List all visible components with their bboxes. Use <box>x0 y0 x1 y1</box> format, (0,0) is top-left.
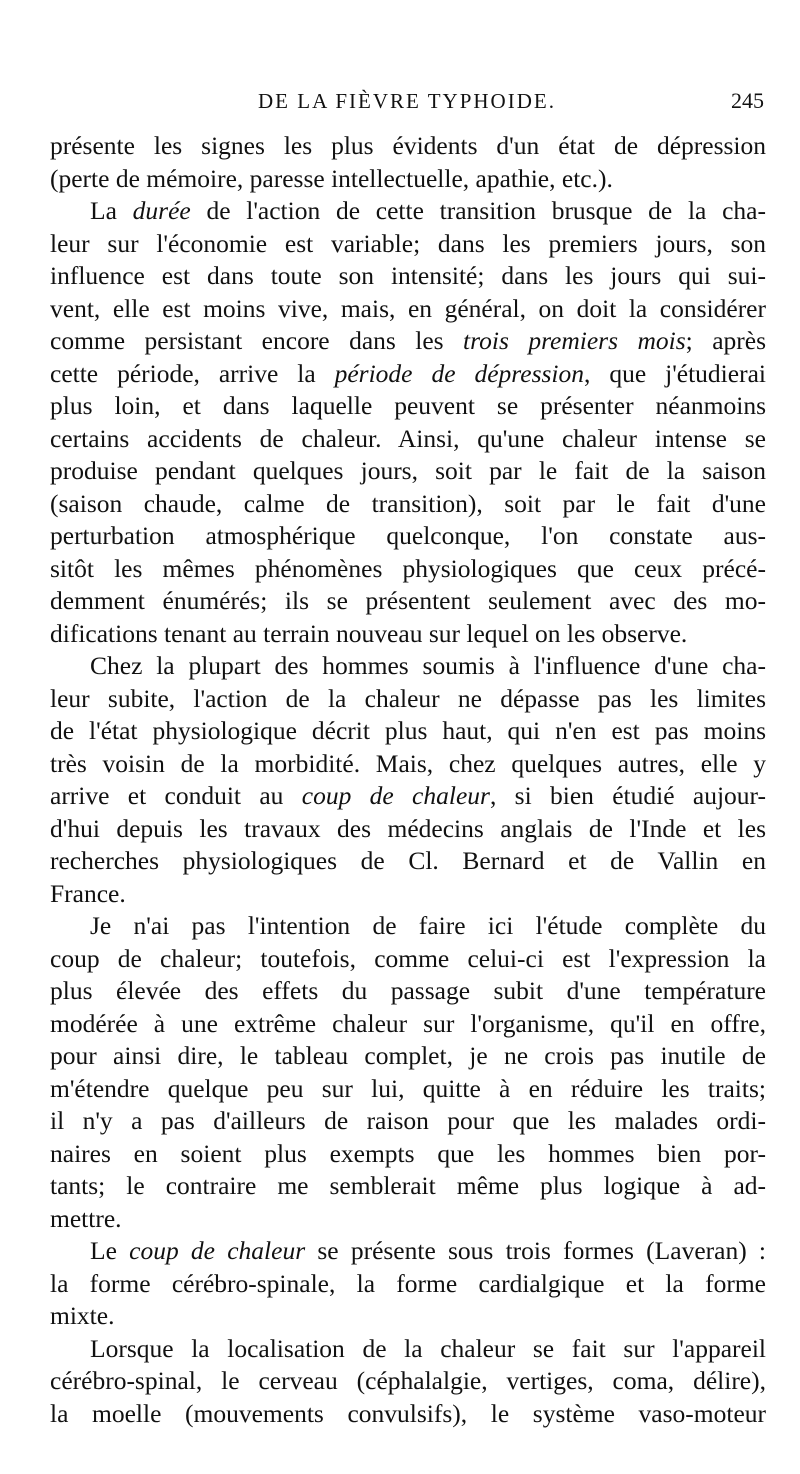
text-line: mixte. <box>50 1301 115 1330</box>
running-title: DE LA FIÈVRE TYPHOIDE. <box>258 89 556 113</box>
text-line: la forme cérébro-spinale, la forme cardialgique et la forme <box>50 1268 766 1298</box>
text-line: demment énumérés; ils se présentent seulement avec des mo- <box>50 586 766 615</box>
text-line: Chez la plupart des hommes soumis à l'influence d'une cha- <box>90 651 766 680</box>
text-line: La durée de l'action de cette transition brusque de la cha- <box>90 196 766 225</box>
text-line: (perte de mémoire, paresse intellectuelle, apathie, etc.). <box>50 163 613 193</box>
text-line: mettre. <box>50 1203 122 1233</box>
text-line: plus loin, et dans laquelle peuvent se présenter néanmoins <box>50 391 766 420</box>
text-line: produise pendant quelques jours, soit par le fait de la saison <box>50 456 766 485</box>
text-line: tants; le contraire me semblerait même plus logique à ad- <box>50 1171 766 1200</box>
running-head <box>50 86 764 116</box>
text-line: arrive et conduit au coup de chaleur, si bien étudié aujour- <box>50 781 767 810</box>
text-line: présente les signes les plus évidents d'un état de dépression <box>50 131 766 160</box>
text-line: cette période, arrive la période de dépression, que j'étudierai <box>50 358 766 388</box>
text-line: très voisin de la morbidité. Mais, chez quelques autres, elle y <box>50 748 766 778</box>
text-line: difications tenant au terrain nouveau sur lequel on les observe. <box>50 618 688 648</box>
page-number: 245 <box>731 88 764 113</box>
text-line: m'étendre quelque peu sur lui, quitte à en réduire les traits; <box>50 1073 766 1103</box>
text-line: (saison chaude, calme de transition), soit par le fait d'une <box>50 488 766 518</box>
text-line: il n'y a pas d'ailleurs de raison pour que les malades ordi- <box>50 1106 766 1135</box>
text-line: perturbation atmosphérique quelconque, l'on constate aus- <box>50 521 766 550</box>
body-text <box>50 130 766 1430</box>
text-line: de l'état physiologique décrit plus haut, qui n'en est pas moins <box>50 716 766 745</box>
text-line: coup de chaleur; toutefois, comme celui-ci est l'expression la <box>50 943 766 973</box>
text-line: Lorsque la localisation de la chaleur se fait sur l'appareil <box>90 1333 766 1363</box>
text-line: vent, elle est moins vive, mais, en général, on doit la considérer <box>50 293 766 323</box>
text-line: comme persistant encore dans les trois premiers mois; après <box>50 326 766 355</box>
text-line: leur subite, l'action de la chaleur ne dépasse pas les limites <box>50 683 766 713</box>
text-line: leur sur l'économie est variable; dans les premiers jours, son <box>50 228 766 258</box>
text-line: d'hui depuis les travaux des médecins anglais de l'Inde et les <box>50 813 766 843</box>
text-line: naires en soient plus exempts que les hommes bien por- <box>50 1138 766 1168</box>
text-line: certains accidents de chaleur. Ainsi, qu'une chaleur intense se <box>50 423 766 453</box>
text-line: plus élevée des effets du passage subit d'une température <box>50 976 766 1005</box>
text-line: pour ainsi dire, le tableau complet, je ne crois pas inutile de <box>50 1041 766 1070</box>
text-line: cérébro-spinal, le cerveau (céphalalgie, vertiges, coma, délire), <box>50 1366 766 1395</box>
text-line: la moelle (mouvements convulsifs), le système vaso-moteur <box>50 1398 766 1428</box>
text-line: Le coup de chaleur se présente sous trois formes (Laveran) : <box>90 1236 767 1265</box>
text-line: Je n'ai pas l'intention de faire ici l'étude complète du <box>90 911 766 940</box>
text-line: influence est dans toute son intensité; dans les jours qui sui- <box>50 261 766 290</box>
text-line: sitôt les mêmes phénomènes physiologiques que ceux précé- <box>50 553 766 583</box>
text-line: recherches physiologiques de Cl. Bernard et de Vallin en <box>50 846 766 875</box>
text-line: France. <box>50 878 126 908</box>
text-line: modérée à une extrême chaleur sur l'organisme, qu'il en offre, <box>50 1008 766 1038</box>
